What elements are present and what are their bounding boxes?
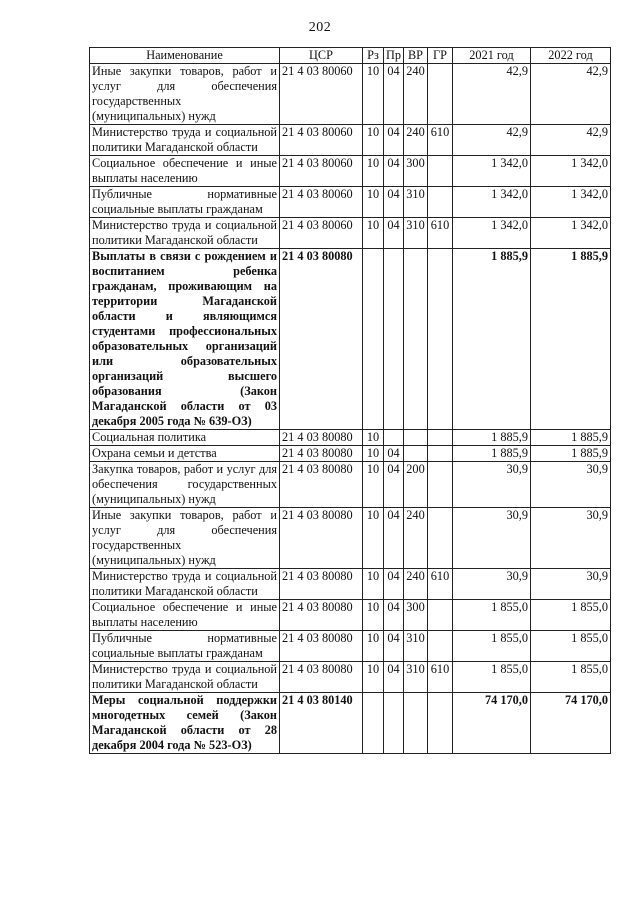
- table-row: [90, 508, 611, 569]
- table-header-row: [90, 48, 611, 64]
- row-amount-2022: 30,9: [531, 569, 611, 600]
- row-amount-2021: 1 342,0: [453, 156, 531, 187]
- row-amount-2022: 1 855,0: [531, 600, 611, 631]
- row-amount-2021: 42,9: [453, 64, 531, 125]
- row-rz: 10: [363, 631, 384, 662]
- row-pr: 04: [384, 662, 404, 693]
- row-pr: 04: [384, 462, 404, 508]
- row-name: Социальное обеспечение и иные выплаты населению: [90, 600, 280, 631]
- row-rz: 10: [363, 156, 384, 187]
- row-gr: [428, 156, 453, 187]
- row-pr: 04: [384, 125, 404, 156]
- row-amount-2021: 30,9: [453, 569, 531, 600]
- row-name: Публичные нормативные социальные выплаты гражданам: [90, 187, 280, 218]
- header-pr: Пр: [384, 48, 404, 64]
- table-row: [90, 600, 611, 631]
- row-gr: [428, 187, 453, 218]
- row-vr: 300: [404, 600, 428, 631]
- row-amount-2021: 30,9: [453, 462, 531, 508]
- row-amount-2022: 1 885,9: [531, 446, 611, 462]
- row-rz: 10: [363, 569, 384, 600]
- row-pr: [384, 249, 404, 430]
- row-amount-2021: 1 885,9: [453, 249, 531, 430]
- row-pr: 04: [384, 156, 404, 187]
- row-rz: 10: [363, 125, 384, 156]
- header-gr: ГР: [428, 48, 453, 64]
- table-row: [90, 462, 611, 508]
- row-name: Выплаты в связи с рождением и воспитанием ребенка гражданам, проживающим на территории Магаданской области и являющимся студентами профессиональных образовательных организаций или образовательных организаций высшего образования (Закон Магаданской области от 03 декабря 2005 года № 639-ОЗ): [90, 249, 280, 430]
- row-name: Министерство труда и социальной политики Магаданской области: [90, 569, 280, 600]
- table-row: [90, 569, 611, 600]
- row-amount-2022: 1 855,0: [531, 631, 611, 662]
- row-vr: 310: [404, 662, 428, 693]
- row-amount-2021: 1 855,0: [453, 631, 531, 662]
- row-vr: 310: [404, 187, 428, 218]
- row-csr: 21 4 03 80080: [280, 600, 363, 631]
- row-amount-2021: 1 342,0: [453, 187, 531, 218]
- row-csr: 21 4 03 80080: [280, 430, 363, 446]
- row-gr: 610: [428, 569, 453, 600]
- row-pr: 04: [384, 446, 404, 462]
- row-amount-2021: 74 170,0: [453, 693, 531, 754]
- row-gr: [428, 600, 453, 631]
- row-csr: 21 4 03 80080: [280, 508, 363, 569]
- row-amount-2022: 1 342,0: [531, 156, 611, 187]
- row-csr: 21 4 03 80060: [280, 64, 363, 125]
- table-row: [90, 218, 611, 249]
- row-vr: 240: [404, 508, 428, 569]
- row-name: Министерство труда и социальной политики Магаданской области: [90, 125, 280, 156]
- table-row: [90, 187, 611, 218]
- row-pr: [384, 430, 404, 446]
- row-amount-2022: 42,9: [531, 125, 611, 156]
- row-name: Закупка товаров, работ и услуг для обеспечения государственных (муниципальных) нужд: [90, 462, 280, 508]
- row-amount-2022: 1 342,0: [531, 187, 611, 218]
- row-amount-2022: 30,9: [531, 462, 611, 508]
- row-gr: [428, 249, 453, 430]
- table-row: [90, 125, 611, 156]
- row-vr: 240: [404, 125, 428, 156]
- row-gr: 610: [428, 662, 453, 693]
- row-name: Меры социальной поддержки многодетных семей (Закон Магаданской области от 28 декабря 2004 года № 523-ОЗ): [90, 693, 280, 754]
- row-amount-2021: 1 855,0: [453, 662, 531, 693]
- row-name: Иные закупки товаров, работ и услуг для обеспечения государственных (муниципальных) нужд: [90, 64, 280, 125]
- row-gr: [428, 508, 453, 569]
- row-name: Министерство труда и социальной политики Магаданской области: [90, 662, 280, 693]
- row-vr: [404, 430, 428, 446]
- row-name: Социальная политика: [90, 430, 280, 446]
- table-row: [90, 693, 611, 754]
- row-amount-2022: 30,9: [531, 508, 611, 569]
- row-vr: [404, 446, 428, 462]
- table-row: [90, 631, 611, 662]
- row-pr: 04: [384, 600, 404, 631]
- row-rz: [363, 693, 384, 754]
- row-pr: 04: [384, 569, 404, 600]
- row-csr: 21 4 03 80060: [280, 156, 363, 187]
- row-pr: 04: [384, 187, 404, 218]
- row-gr: [428, 631, 453, 662]
- row-name: Охрана семьи и детства: [90, 446, 280, 462]
- row-vr: 200: [404, 462, 428, 508]
- budget-table: [89, 47, 611, 754]
- row-rz: 10: [363, 446, 384, 462]
- table-row: [90, 662, 611, 693]
- row-amount-2021: 1 855,0: [453, 600, 531, 631]
- row-amount-2021: 30,9: [453, 508, 531, 569]
- row-vr: 300: [404, 156, 428, 187]
- page-number: 202: [308, 20, 332, 35]
- row-csr: 21 4 03 80080: [280, 569, 363, 600]
- row-vr: 240: [404, 569, 428, 600]
- row-amount-2022: 1 342,0: [531, 218, 611, 249]
- row-name: Министерство труда и социальной политики Магаданской области: [90, 218, 280, 249]
- table-row: [90, 249, 611, 430]
- row-csr: 21 4 03 80080: [280, 446, 363, 462]
- table-row: [90, 156, 611, 187]
- row-rz: 10: [363, 64, 384, 125]
- row-pr: 04: [384, 508, 404, 569]
- row-rz: 10: [363, 508, 384, 569]
- row-amount-2022: 1 855,0: [531, 662, 611, 693]
- row-amount-2021: 42,9: [453, 125, 531, 156]
- row-vr: 240: [404, 64, 428, 125]
- row-gr: [428, 693, 453, 754]
- row-csr: 21 4 03 80140: [280, 693, 363, 754]
- row-name: Публичные нормативные социальные выплаты гражданам: [90, 631, 280, 662]
- row-rz: 10: [363, 462, 384, 508]
- row-name: Социальное обеспечение и иные выплаты населению: [90, 156, 280, 187]
- row-amount-2022: 74 170,0: [531, 693, 611, 754]
- row-csr: 21 4 03 80060: [280, 125, 363, 156]
- row-pr: 04: [384, 218, 404, 249]
- row-gr: 610: [428, 218, 453, 249]
- row-pr: 04: [384, 631, 404, 662]
- row-amount-2021: 1 342,0: [453, 218, 531, 249]
- row-rz: 10: [363, 187, 384, 218]
- row-amount-2022: 1 885,9: [531, 430, 611, 446]
- header-2022: 2022 год: [531, 48, 611, 64]
- header-rz: Рз: [363, 48, 384, 64]
- row-rz: 10: [363, 430, 384, 446]
- row-rz: 10: [363, 218, 384, 249]
- row-rz: [363, 249, 384, 430]
- row-rz: 10: [363, 662, 384, 693]
- row-pr: [384, 693, 404, 754]
- row-amount-2021: 1 885,9: [453, 446, 531, 462]
- row-csr: 21 4 03 80080: [280, 662, 363, 693]
- table-row: [90, 446, 611, 462]
- row-vr: [404, 249, 428, 430]
- row-name: Иные закупки товаров, работ и услуг для обеспечения государственных (муниципальных) нужд: [90, 508, 280, 569]
- row-vr: 310: [404, 218, 428, 249]
- row-amount-2022: 1 885,9: [531, 249, 611, 430]
- row-gr: [428, 446, 453, 462]
- row-gr: [428, 462, 453, 508]
- header-2021: 2021 год: [453, 48, 531, 64]
- row-gr: 610: [428, 125, 453, 156]
- header-vr: ВР: [404, 48, 428, 64]
- row-csr: 21 4 03 80060: [280, 218, 363, 249]
- row-rz: 10: [363, 600, 384, 631]
- row-csr: 21 4 03 80080: [280, 249, 363, 430]
- row-csr: 21 4 03 80060: [280, 187, 363, 218]
- row-gr: [428, 430, 453, 446]
- row-vr: 310: [404, 631, 428, 662]
- row-csr: 21 4 03 80080: [280, 462, 363, 508]
- header-name: Наименование: [90, 48, 280, 64]
- row-csr: 21 4 03 80080: [280, 631, 363, 662]
- row-amount-2021: 1 885,9: [453, 430, 531, 446]
- row-vr: [404, 693, 428, 754]
- row-gr: [428, 64, 453, 125]
- row-amount-2022: 42,9: [531, 64, 611, 125]
- table-row: [90, 430, 611, 446]
- row-pr: 04: [384, 64, 404, 125]
- header-csr: ЦСР: [280, 48, 363, 64]
- table-row: [90, 64, 611, 125]
